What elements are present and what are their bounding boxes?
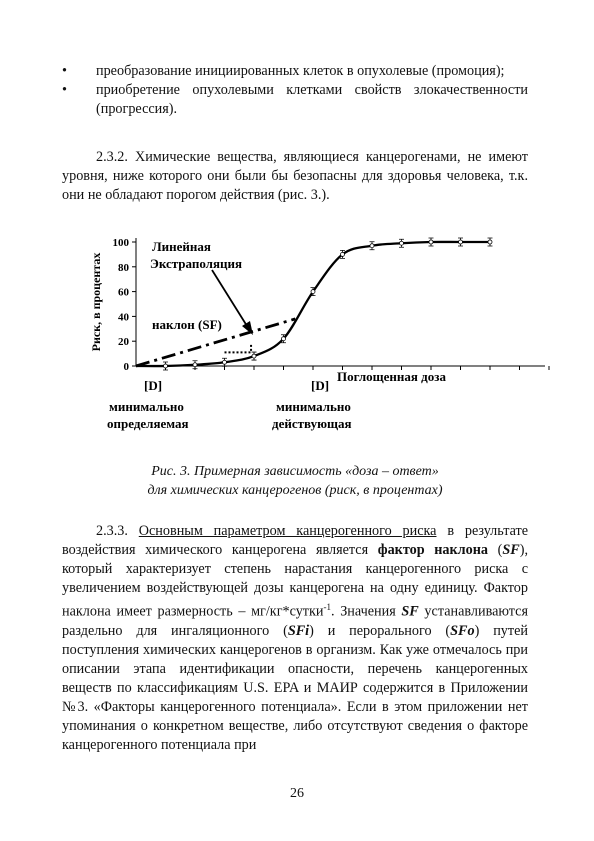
data-point	[311, 290, 315, 294]
bullet-text: приобретение опухолевыми клетками свойств злокачественности (прогрессия).	[96, 82, 528, 117]
slope-marker	[225, 344, 252, 353]
data-point	[370, 244, 374, 248]
sfi-term: SFi	[287, 622, 310, 639]
y-tick-label: 20	[118, 336, 129, 349]
dose-response-figure	[0, 222, 594, 442]
data-point	[341, 252, 345, 256]
text-run: (	[488, 542, 503, 558]
bullet-text: преобразование инициированных клеток в опухолевые (промоция);	[96, 63, 505, 79]
bullet-list	[62, 62, 528, 119]
y-tick-label: 60	[118, 286, 129, 299]
bullet-mark: •	[62, 82, 67, 98]
data-point	[459, 240, 463, 244]
y-axis-label: Риск, в процентах	[89, 252, 103, 352]
page-number: 26	[290, 786, 304, 801]
label-d1-line2: определяемая	[107, 416, 189, 431]
data-point	[193, 363, 197, 367]
text-run: устанавливаются раздельно для ингаляционного (	[62, 603, 528, 639]
label-d2-line1: минимально	[276, 399, 351, 414]
text-run: . Значения	[331, 603, 402, 620]
data-point	[400, 241, 404, 245]
y-tick-label: 40	[118, 311, 129, 324]
sf-term: SF	[401, 603, 419, 620]
section-number: 2.3.3.	[96, 523, 128, 539]
underlined-term: Основным параметром канцерогенного риска	[138, 523, 437, 539]
caption-line-2: для химических канцерогенов (риск, в процентах)	[147, 483, 443, 498]
figure-caption	[62, 462, 528, 500]
bold-term: фактор наклона	[377, 542, 488, 558]
data-point	[164, 364, 168, 368]
sf-term: SF	[502, 542, 520, 558]
bullet-item	[62, 81, 528, 119]
text-run: ) путей поступления химических канцерогенов в организм. Как уже отмечалось при описании этапа идентификации опасности, перечень канцерогенных веществ по классификациям U.S. EPA и МАИР содержится в Приложении №3. «Факторы канцерогенного потенциала». Если в этом приложении нет упоминания о конкретном веществе, либо отсутствуют сведения о факторе канцерогенного потенциала при	[62, 622, 528, 753]
superscript: -1	[323, 602, 331, 612]
label-d1: [D]	[144, 378, 163, 393]
paragraph-2-3-3	[62, 522, 528, 755]
label-x-axis: Поглощенная доза	[337, 369, 446, 384]
text-run: ) и перорального (	[309, 622, 451, 639]
label-extrapolation: Экстраполяция	[150, 256, 243, 271]
sfo-term: SFo	[450, 622, 475, 639]
data-point	[223, 360, 227, 364]
data-point	[488, 240, 492, 244]
label-d1-line1: минимально	[109, 399, 184, 414]
data-point	[282, 337, 286, 341]
data-point	[429, 240, 433, 244]
label-linear: Линейная	[152, 239, 211, 254]
bullet-mark: •	[62, 63, 67, 79]
y-tick-label: 100	[112, 237, 129, 249]
bullet-item	[62, 62, 528, 81]
caption-line-1: Рис. 3. Примерная зависимость «доза – ответ»	[151, 464, 439, 479]
y-tick-label: 80	[118, 261, 129, 274]
text-run: в результате воздействия химического канцерогена является	[62, 523, 528, 558]
paragraph-2-3-2: 2.3.2. Химические вещества, являющиеся канцерогенами, не имеют уровня, ниже которого они были бы безопасны для здоровья человека, т.к. они не обладают порогом действия (рис. 3.).	[62, 149, 528, 203]
y-tick-label: 0	[123, 361, 129, 373]
data-point	[252, 354, 256, 358]
label-d2-line2: действующая	[272, 416, 352, 431]
label-d2: [D]	[311, 378, 330, 393]
y-ticks	[113, 237, 137, 373]
label-slope: наклон (SF)	[152, 317, 222, 332]
text-run: ), который характеризует степень нарастания канцерогенного риска с увеличением воздействующей дозы канцерогена на одну единицу. Фактор наклона имеет размерность – мг/кг*сутки	[62, 542, 528, 620]
